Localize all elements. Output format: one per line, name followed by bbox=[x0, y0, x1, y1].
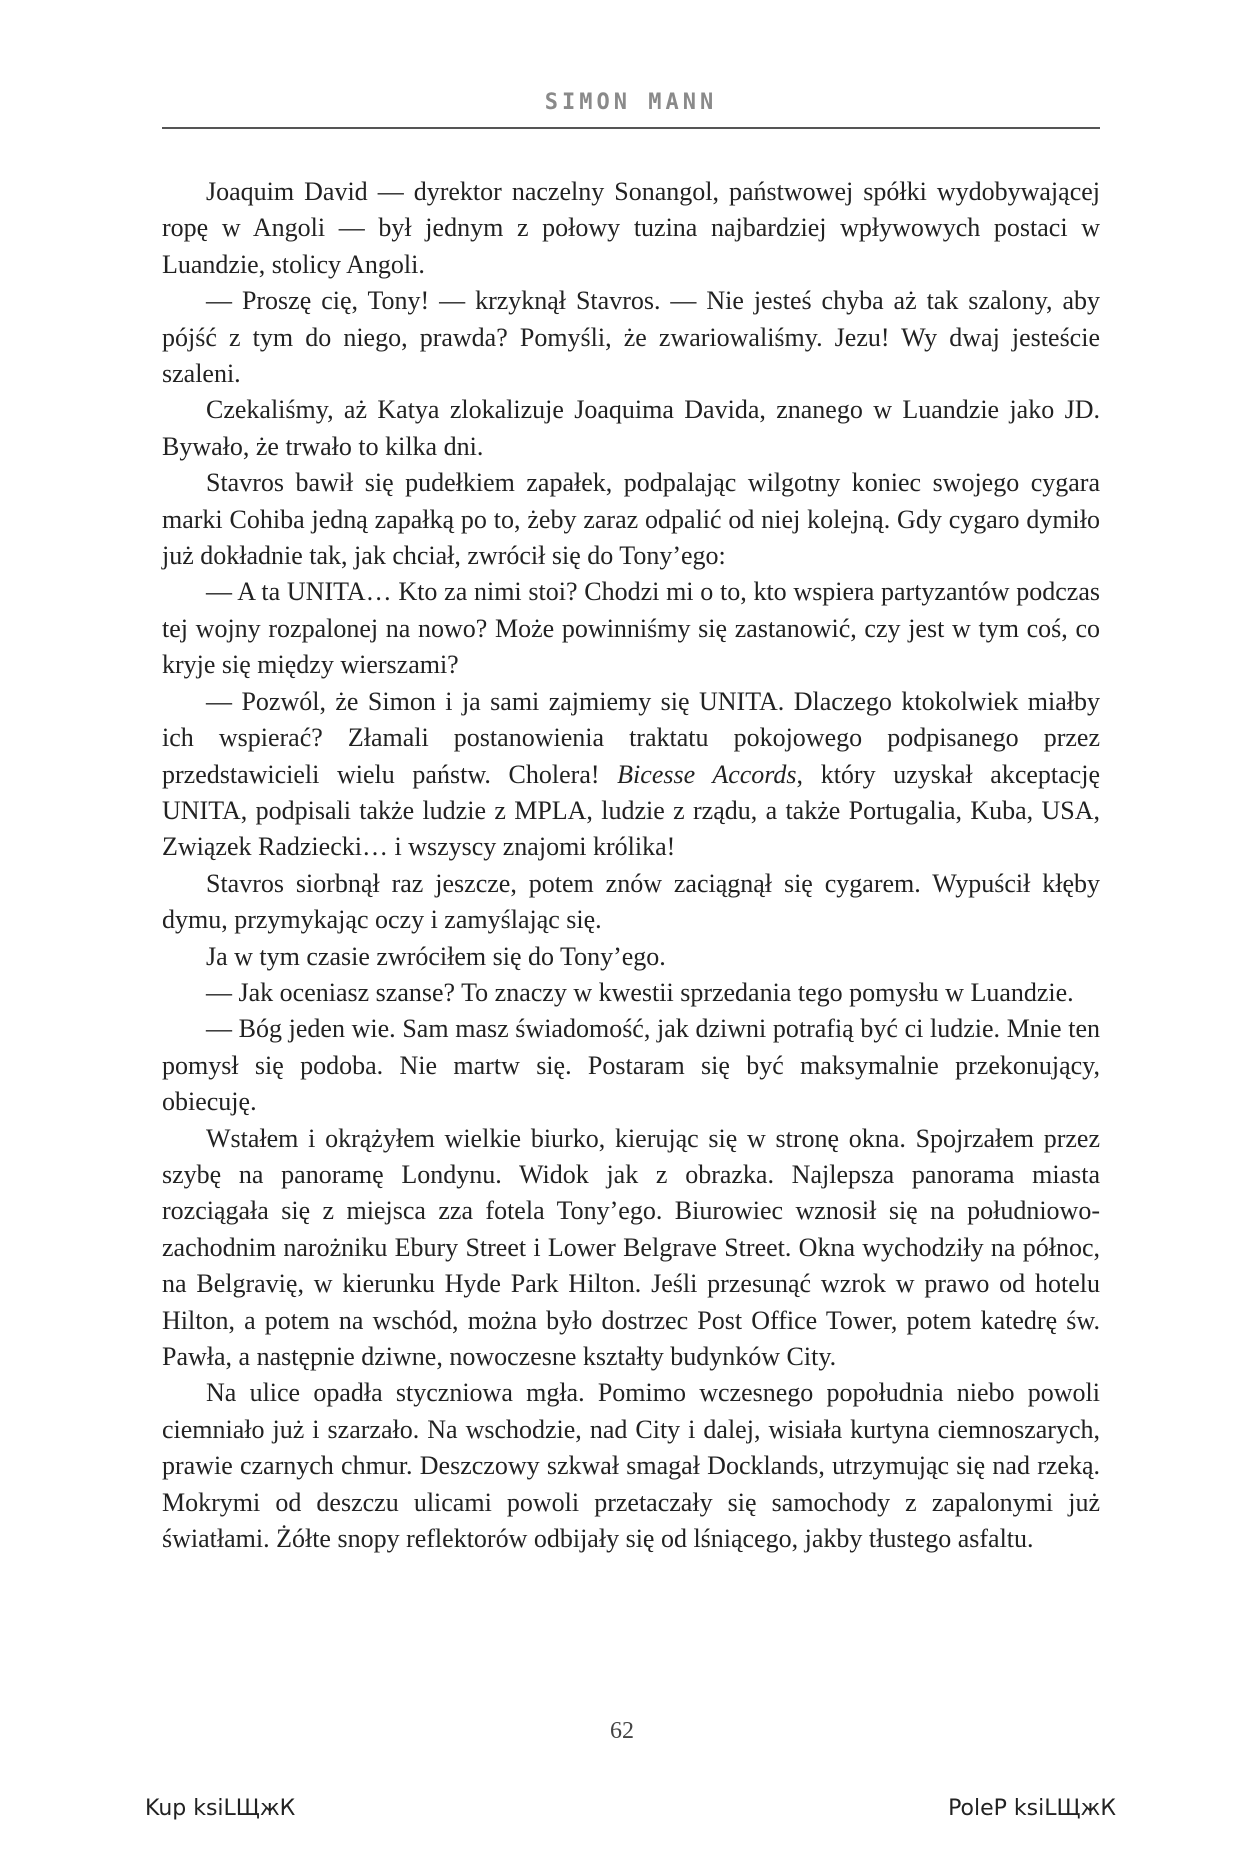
paragraph-10: — Bóg jeden wie. Sam masz świadomość, jak dziwni potrafią być ci ludzie. Mnie ten pomysł się podoba. Nie martw się. Postaram się być maksymalnie przekonujący, obiecuję. bbox=[162, 1014, 1100, 1117]
recommend-book-link[interactable]: PoleP ksiLЩжК bbox=[948, 1796, 1116, 1821]
paragraph-6 bbox=[162, 684, 1100, 866]
paragraph-6-italic-title: Bicesse Accords bbox=[617, 759, 797, 789]
paragraph-11: Wstałem i okrążyłem wielkie biurko, kierując się w stronę okna. Spojrzałem przez szybę na panoramę Londynu. Widok jak z obrazka. Najlepsza panorama miasta rozciągała się z miejsca zza fotela Tony’ego. Biurowiec wznosił się na południowo-zachodnim narożniku Ebury Street i Lower Belgrave Street. Okna wychodziły na północ, na Belgravię, w kierunku Hyde Park Hilton. Jeśli przesunąć wzrok w prawo od hotelu Hilton, a potem na wschód, można było dostrzec Post Office Tower, potem katedrę św. Pawła, a następnie dziwne, nowoczesne kształty budynków City. bbox=[162, 1123, 1100, 1371]
running-header: SIMON MANN bbox=[544, 90, 718, 115]
paragraph-1: Joaquim David — dyrektor naczelny Sonangol, państwowej spółki wydobywającej ropę w Angoli — był jednym z połowy tuzina najbardziej wpływowych postaci w Luandzie, stolicy Angoli. bbox=[162, 177, 1100, 279]
paragraph-5: — A ta UNITA… Kto za nimi stoi? Chodzi mi o to, kto wspiera partyzantów podczas tej wojny rozpalonej na nowo? Może powinniśmy się zastanowić, czy jest w tym coś, co kryje się między wierszami? bbox=[162, 577, 1100, 680]
paragraph-6-text-before: — Pozwól, że Simon i ja sami zajmiemy się UNITA. Dlaczego ktokolwiek miałby ich wspierać? Złamali postanowienia traktatu pokojowego podpisanego przez przedstawicieli wielu państw. Cholera! bbox=[162, 686, 1100, 789]
page-number: 62 bbox=[610, 1718, 634, 1744]
paragraph-4: Stavros bawił się pudełkiem zapałek, podpalając wilgotny koniec swojego cygara marki Cohiba jedną zapałką po to, żeby zaraz odpalić od niej kolejną. Gdy cygaro dymiło już dokładnie tak, jak chciał, zwrócił się do Tony’ego: bbox=[162, 468, 1100, 571]
paragraph-9: — Jak oceniasz szanse? To znaczy w kwestii sprzedania tego pomysłu w Luandzie. bbox=[206, 977, 1074, 1007]
paragraph-3: Czekaliśmy, aż Katya zlokalizuje Joaquima Davida, znanego w Luandzie jako JD. Bywało, że trwało to kilka dni. bbox=[162, 395, 1100, 461]
paragraph-6-text-after: , który uzyskał akceptację UNITA, podpisali także ludzie z MPLA, ludzie z rządu, a także Portugalia, Kuba, USA, Związek Radziecki… i wszyscy znajomi królika! bbox=[162, 759, 1100, 862]
body-text bbox=[162, 174, 1100, 1557]
paragraph-12: Na ulice opadła styczniowa mgła. Pomimo wczesnego popołudnia niebo powoli ciemniało już i szarzało. Na wschodzie, nad City i dalej, wisiała kurtyna ciemnoszarych, prawie czarnych chmur. Deszczowy szkwał smagał Docklands, utrzymując się nad rzeką. Mokrymi od deszczu ulicami powoli przetaczały się samochody z zapalonymi już światłami. Żółte snopy reflektorów odbijały się od lśniącego, jakby tłustego asfaltu. bbox=[162, 1378, 1100, 1554]
paragraph-2: — Proszę cię, Tony! — krzyknął Stavros. — Nie jesteś chyba aż tak szalony, aby pójść z tym do niego, prawda? Pomyśli, że zwariowaliśmy. Jezu! Wy dwaj jesteście szaleni. bbox=[162, 286, 1100, 389]
buy-book-link[interactable]: Kup ksiLЩжК bbox=[145, 1796, 296, 1821]
header-rule bbox=[162, 127, 1100, 129]
paragraph-7: Stavros siorbnął raz jeszcze, potem znów zaciągnął się cygarem. Wypuścił kłęby dymu, przymykając oczy i zamyślając się. bbox=[162, 868, 1100, 935]
paragraph-8: Ja w tym czasie zwróciłem się do Tony’ego. bbox=[206, 941, 666, 971]
